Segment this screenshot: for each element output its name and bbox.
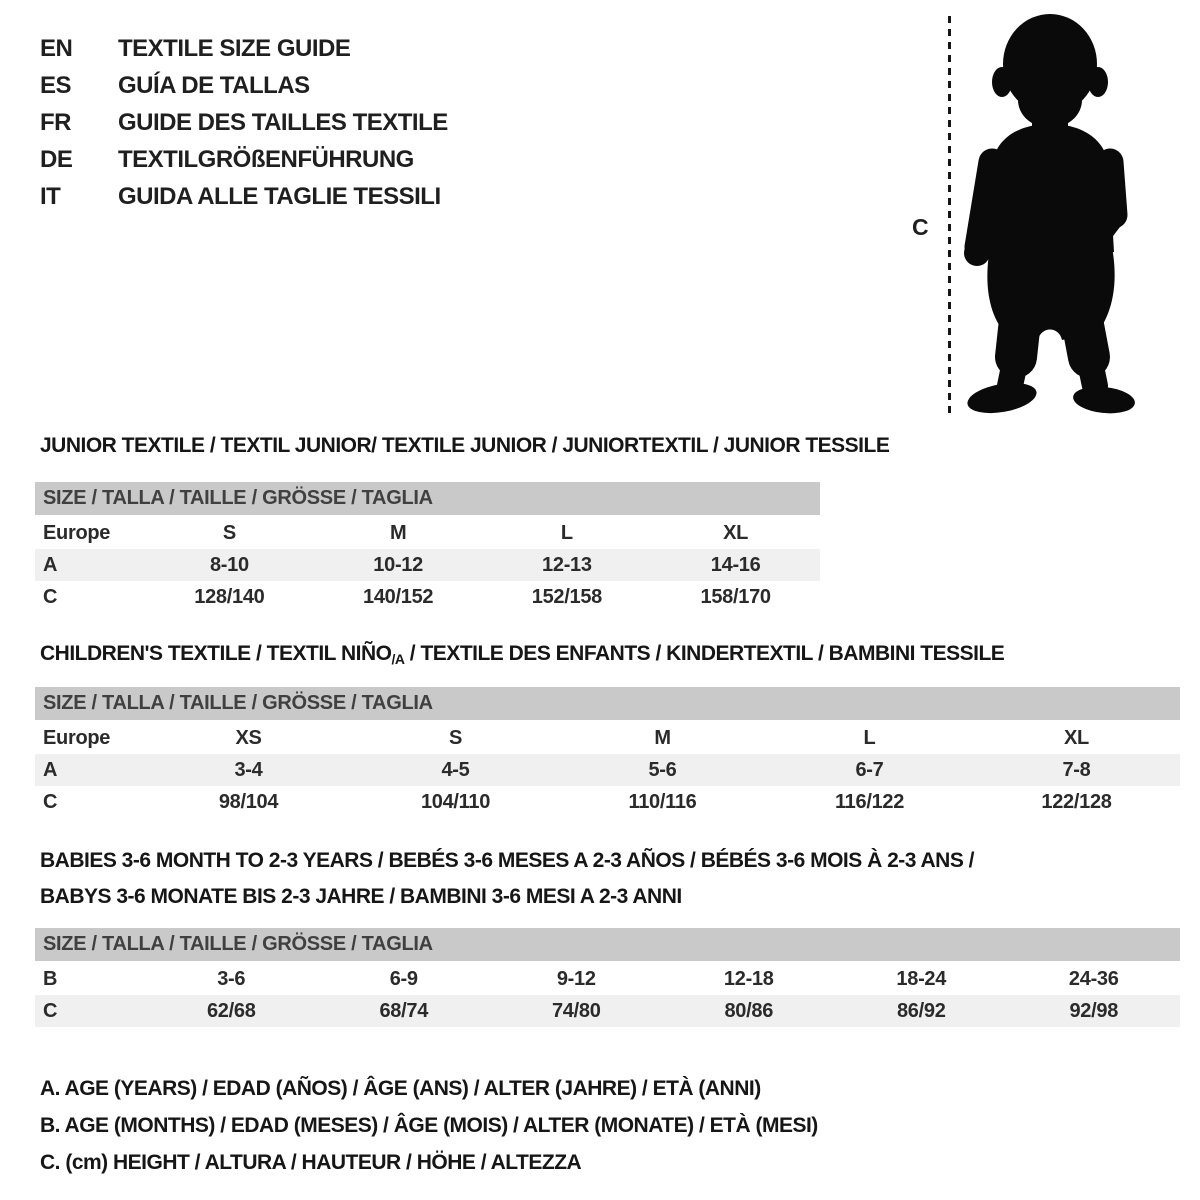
row-label: C	[43, 790, 58, 813]
toddler-silhouette	[962, 12, 1142, 418]
size-cell: M	[389, 521, 407, 544]
language-row-es	[40, 67, 448, 104]
language-row-fr	[40, 104, 448, 141]
age-cell: 3-4	[234, 758, 263, 781]
size-cell: M	[654, 726, 671, 749]
language-title: TEXTILGRÖßENFÜHRUNG	[118, 145, 414, 173]
language-title: GUIDA ALLE TAGLIE TESSILI	[118, 182, 441, 210]
language-title: GUÍA DE TALLAS	[118, 71, 310, 99]
language-row-de	[40, 141, 448, 178]
height-cell: 74/80	[551, 999, 601, 1022]
size-cell: L	[863, 726, 876, 749]
height-measure-dashed-line	[948, 16, 951, 416]
age-months-cell: 24-36	[1068, 967, 1119, 990]
age-months-cell: 12-18	[723, 967, 774, 990]
babies-section-title-line1: BABIES 3-6 MONTH TO 2-3 YEARS / BEBÉS 3-6 MESES A 2-3 AÑOS / BÉBÉS 3-6 MOIS À 2-3 ANS /	[40, 849, 975, 872]
size-cell: XL	[1064, 726, 1089, 749]
height-cell: 98/104	[218, 790, 279, 813]
language-row-it	[40, 178, 448, 215]
region-label: Europe	[43, 521, 111, 544]
size-cell: XL	[723, 521, 749, 544]
height-cell: 140/152	[363, 585, 434, 608]
children-size-header-bar: SIZE / TALLA / TAILLE / GRÖSSE / TAGLIA	[35, 687, 1180, 720]
row-label: C	[43, 585, 58, 608]
children-size-table	[35, 687, 1180, 818]
babies-size-header-bar: SIZE / TALLA / TAILLE / GRÖSSE / TAGLIA	[35, 928, 1180, 961]
age-months-cell: 9-12	[556, 967, 596, 990]
height-cell: 152/158	[531, 585, 602, 608]
age-cell: 12-13	[542, 553, 592, 576]
children-title-suffix: / TEXTILE DES ENFANTS / KINDERTEXTIL / BAMBINI TESSILE	[404, 642, 1005, 665]
table-row	[35, 517, 820, 549]
height-cell: 158/170	[700, 585, 771, 608]
height-cell: 80/86	[724, 999, 774, 1022]
table-row	[35, 963, 1180, 995]
language-title: GUIDE DES TAILLES TEXTILE	[118, 108, 448, 136]
row-label: B	[43, 967, 58, 990]
height-cell: 68/74	[379, 999, 429, 1022]
legend-line-a: A. AGE (YEARS) / EDAD (AÑOS) / ÂGE (ANS) / ALTER (JAHRE) / ETÀ (ANNI)	[40, 1077, 761, 1100]
height-cell: 62/68	[206, 999, 256, 1022]
legend-line-b: B. AGE (MONTHS) / EDAD (MESES) / ÂGE (MOIS) / ALTER (MONATE) / ETÀ (MESI)	[40, 1114, 818, 1137]
height-cell: 86/92	[896, 999, 946, 1022]
row-label: A	[43, 553, 58, 576]
legend	[40, 1070, 818, 1181]
age-cell: 4-5	[441, 758, 470, 781]
height-cell: 92/98	[1069, 999, 1119, 1022]
row-label: A	[43, 758, 58, 781]
size-cell: S	[222, 521, 236, 544]
row-label: C	[43, 999, 58, 1022]
table-row	[35, 581, 820, 613]
table-row	[35, 549, 820, 581]
age-cell: 5-6	[648, 758, 677, 781]
height-cell: 128/140	[194, 585, 265, 608]
age-cell: 7-8	[1062, 758, 1091, 781]
legend-line-c: C. (cm) HEIGHT / ALTURA / HAUTEUR / HÖHE / ALTEZZA	[40, 1151, 582, 1174]
language-title-list	[40, 30, 448, 215]
language-title: TEXTILE SIZE GUIDE	[118, 34, 351, 62]
junior-size-table	[35, 482, 820, 613]
height-cell: 122/128	[1041, 790, 1112, 813]
language-code: IT	[40, 182, 61, 210]
language-code: DE	[40, 145, 73, 173]
table-row	[35, 754, 1180, 786]
table-row	[35, 786, 1180, 818]
children-title-prefix: CHILDREN'S TEXTILE / TEXTIL NIÑO	[40, 642, 392, 665]
children-section-title	[40, 642, 1004, 667]
age-cell: 6-7	[855, 758, 884, 781]
height-cell: 110/116	[628, 790, 697, 813]
age-cell: 8-10	[209, 553, 249, 576]
junior-section-title: JUNIOR TEXTILE / TEXTIL JUNIOR/ TEXTILE JUNIOR / JUNIORTEXTIL / JUNIOR TESSILE	[40, 434, 890, 457]
size-cell: S	[448, 726, 463, 749]
babies-size-table	[35, 928, 1180, 1027]
children-title-subscript: /A	[391, 651, 405, 667]
height-cell: 104/110	[420, 790, 491, 813]
table-row	[35, 995, 1180, 1027]
language-code: FR	[40, 108, 71, 136]
junior-size-header-bar: SIZE / TALLA / TAILLE / GRÖSSE / TAGLIA	[35, 482, 820, 515]
babies-section-title-line2: BABYS 3-6 MONATE BIS 2-3 JAHRE / BAMBINI 3-6 MESI A 2-3 ANNI	[40, 885, 682, 908]
height-measure-label: C	[912, 214, 929, 240]
size-cell: XS	[235, 726, 262, 749]
table-row	[35, 722, 1180, 754]
age-cell: 10-12	[373, 553, 423, 576]
age-cell: 14-16	[710, 553, 761, 576]
age-months-cell: 18-24	[896, 967, 947, 990]
region-label: Europe	[43, 726, 111, 749]
age-months-cell: 6-9	[389, 967, 418, 990]
language-code: ES	[40, 71, 72, 99]
size-cell: L	[560, 521, 573, 544]
height-cell: 116/122	[834, 790, 905, 813]
age-months-cell: 3-6	[217, 967, 246, 990]
language-row-en	[40, 30, 448, 67]
language-code: EN	[40, 34, 73, 62]
